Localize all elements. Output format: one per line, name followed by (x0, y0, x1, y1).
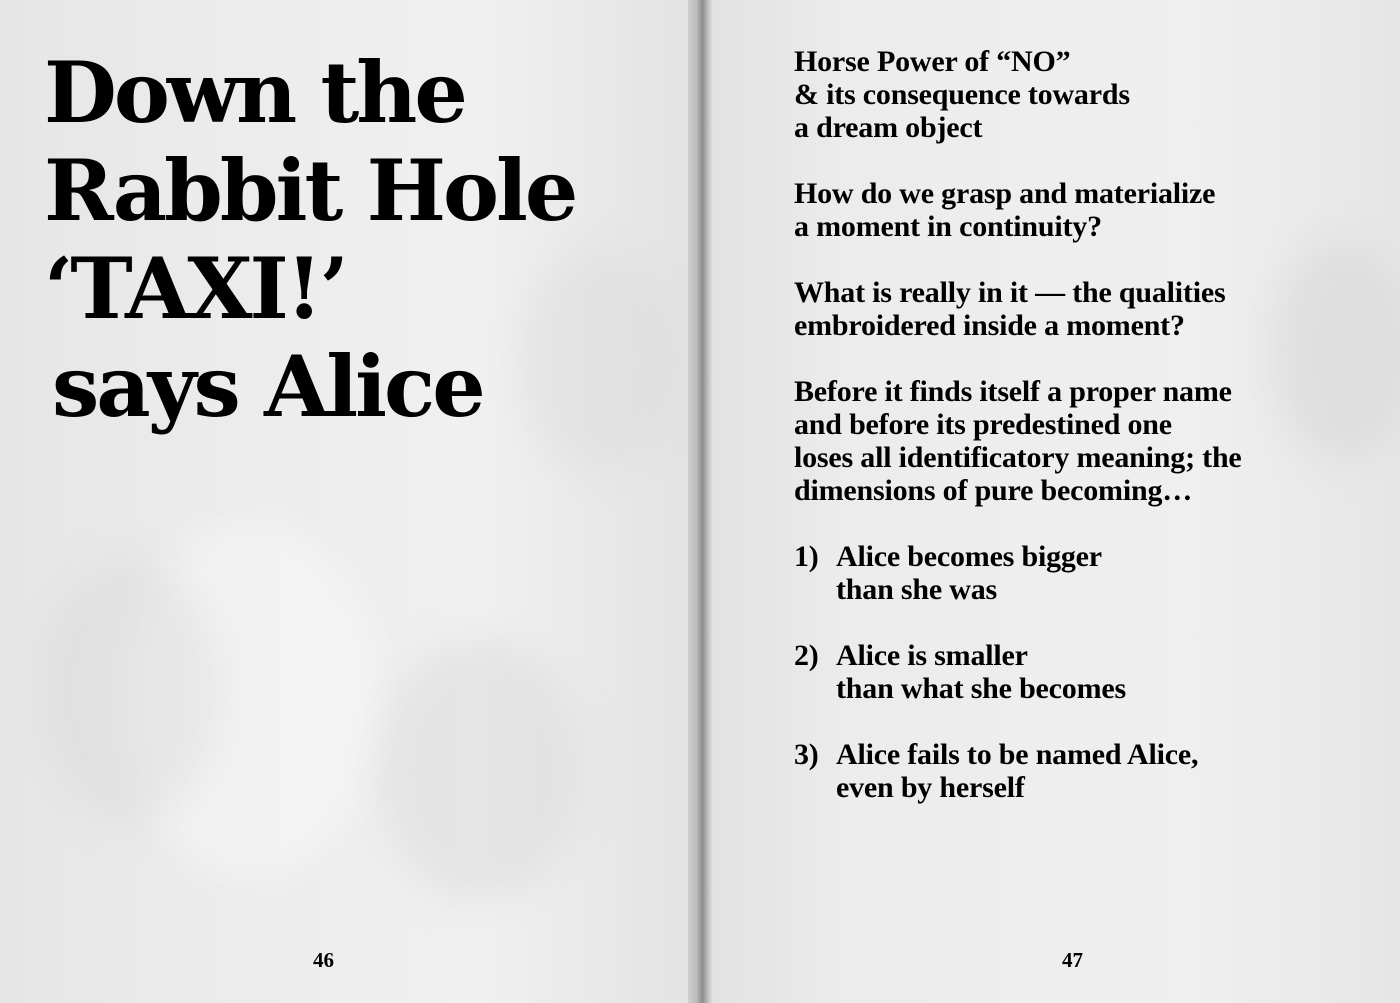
body-text (794, 45, 1384, 837)
list-item (794, 540, 1384, 606)
list-text: even by herself (836, 771, 1025, 804)
faded-image-shape (380, 640, 580, 900)
faded-image-shape (40, 560, 220, 820)
text-line: loses all identificatory meaning; the (794, 441, 1242, 474)
text-line: a moment in continuity? (794, 210, 1102, 243)
text-line: a dream object (794, 111, 983, 144)
right-page (712, 0, 1400, 1003)
list-text: than what she becomes (836, 672, 1126, 705)
paragraph (794, 177, 1384, 243)
title-line: says Alice (52, 337, 483, 436)
text-line: and before its predestined one (794, 408, 1172, 441)
title-line: Down the (44, 43, 465, 142)
page-number-right: 47 (1062, 948, 1083, 972)
title-line: Rabbit Hole (44, 141, 576, 240)
list-item (794, 738, 1384, 804)
paragraph (794, 276, 1384, 342)
list-number: 3) (794, 738, 819, 771)
text-line: dimensions of pure becoming… (794, 474, 1193, 507)
paragraph (794, 375, 1384, 507)
paragraph (794, 45, 1384, 144)
text-line: Before it finds itself a proper name (794, 375, 1232, 408)
list-number: 2) (794, 639, 819, 672)
book-gutter (688, 0, 712, 1003)
list-text: Alice fails to be named Alice, (836, 738, 1199, 771)
text-line: & its consequence towards (794, 78, 1130, 111)
list-number: 1) (794, 540, 819, 573)
text-line: embroidered inside a moment? (794, 309, 1185, 342)
list-text: than she was (836, 573, 997, 606)
title-line: ‘TAXI!’ (44, 239, 346, 338)
list-text: Alice becomes bigger (836, 540, 1102, 573)
text-line: How do we grasp and materialize (794, 177, 1216, 210)
list-item (794, 639, 1384, 705)
text-line: Horse Power of “NO” (794, 45, 1071, 78)
page-number-left: 46 (313, 948, 334, 972)
chapter-title (44, 44, 575, 436)
left-page (0, 0, 688, 1003)
text-line: What is really in it — the qualities (794, 276, 1226, 309)
list-text: Alice is smaller (836, 639, 1028, 672)
